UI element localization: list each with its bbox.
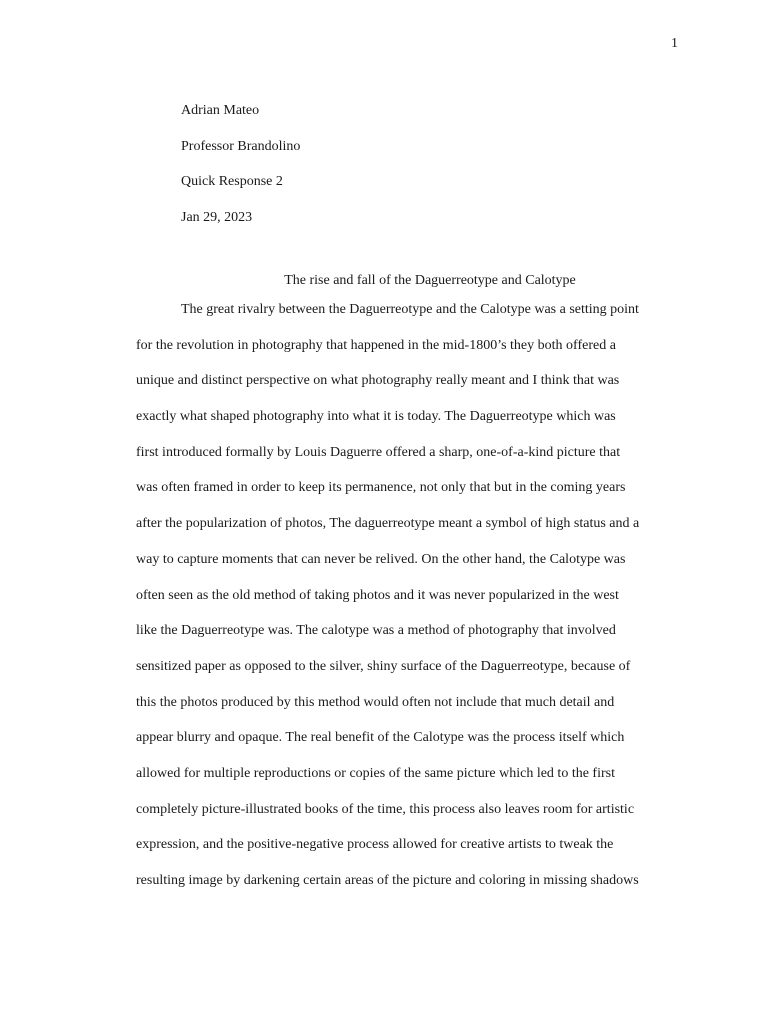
body-line: appear blurry and opaque. The real benefit of the Calotype was the process itself which <box>136 730 625 746</box>
body-line: allowed for multiple reproductions or copies of the same picture which led to the first <box>136 765 615 781</box>
essay-body <box>136 292 681 899</box>
body-line: unique and distinct perspective on what photography really meant and I think that was <box>136 373 620 389</box>
body-line: The great rivalry between the Daguerreotype and the Calotype was a setting point <box>181 302 639 317</box>
body-line: completely picture-illustrated books of the time, this process also leaves room for artistic <box>136 801 635 817</box>
professor-name: Professor Brandolino <box>181 138 301 154</box>
body-line: resulting image by darkening certain areas of the picture and coloring in missing shadows <box>136 873 639 888</box>
body-line: this the photos produced by this method would often not include that much detail and <box>136 694 615 710</box>
body-line: sensitized paper as opposed to the silver, shiny surface of the Daguerreotype, because of <box>136 658 631 674</box>
essay-title: The rise and fall of the Daguerreotype and Calotype <box>284 273 576 288</box>
mla-header <box>181 93 300 235</box>
body-line: exactly what shaped photography into what it is today. The Daguerreotype which was <box>136 409 616 425</box>
page-number: 1 <box>671 36 678 51</box>
body-line: after the popularization of photos, The daguerreotype meant a symbol of high status and a <box>136 516 640 532</box>
body-line: like the Daguerreotype was. The calotype was a method of photography that involved <box>136 623 616 639</box>
author-name: Adrian Mateo <box>181 103 260 118</box>
body-line: was often framed in order to keep its permanence, not only that but in the coming years <box>136 480 626 496</box>
body-line: often seen as the old method of taking photos and it was never popularized in the west <box>136 587 619 603</box>
body-line: first introduced formally by Louis Daguerre offered a sharp, one-of-a-kind picture that <box>136 444 621 460</box>
body-line: for the revolution in photography that happened in the mid-1800’s they both offered a <box>136 337 616 353</box>
assignment-name: Quick Response 2 <box>181 174 283 189</box>
body-line: way to capture moments that can never be relived. On the other hand, the Calotype was <box>136 551 626 567</box>
document-date: Jan 29, 2023 <box>181 209 253 225</box>
body-line: expression, and the positive-negative process allowed for creative artists to tweak the <box>136 837 614 853</box>
